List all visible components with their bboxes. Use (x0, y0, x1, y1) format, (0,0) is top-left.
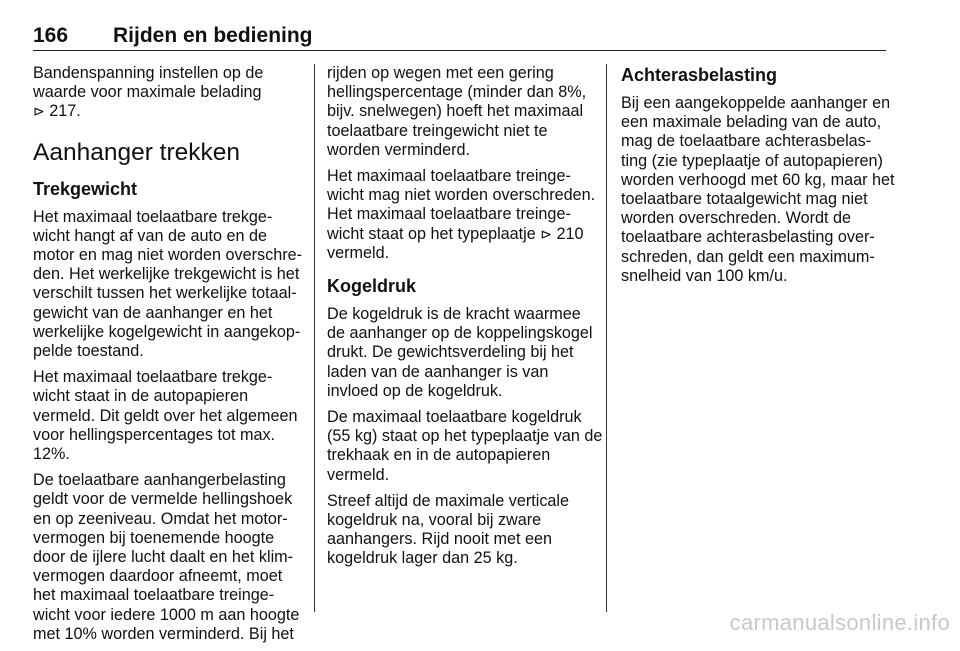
text-line: hellingspercentage (minder dan 8%, (327, 83, 587, 102)
paragraph (327, 64, 597, 160)
text-line: schreden, dan geldt een maximum- (621, 247, 875, 266)
text-line: Bandenspanning instellen op de (33, 64, 264, 82)
watermark: carmanualsonline.info (729, 610, 950, 635)
text-line: waarde voor maximale belading (33, 83, 262, 102)
text-line: voor hellingspercentages tot max. (33, 425, 276, 444)
text-line: laden van de aanhanger is van (327, 362, 549, 381)
column-divider (606, 64, 607, 612)
paragraph (327, 492, 597, 569)
paragraph (33, 471, 305, 644)
text-line: Het maximaal toelaatbare treinge- (327, 167, 571, 186)
arrow-ref-icon: ⊳ (33, 103, 45, 120)
text-line: trekhaak en in de autopapieren (327, 446, 551, 465)
column-2 (327, 64, 603, 576)
text-line: worden verhoogd met 60 kg, maar het (621, 170, 895, 189)
text-line: den. Het werkelijke trekgewicht is het (33, 265, 300, 284)
page-reference-number: 217. (44, 102, 81, 121)
text-line: Bij een aangekoppelde aanhanger en (621, 94, 891, 112)
paragraph (327, 408, 603, 485)
text-line: pelde toestand. (33, 342, 144, 361)
text-line: worden overschreden. Wordt de (621, 209, 852, 228)
text-line: wicht staat in de autopapieren (33, 387, 249, 406)
text-line: drukt. De gewichtsverdeling bij het (327, 343, 574, 362)
text-line: snelheid van 100 km/u. (621, 266, 788, 285)
page-number: 166 (33, 24, 69, 47)
text-line: vermeld. Dit geldt over het algemeen (33, 406, 298, 425)
page-reference[interactable] (540, 225, 583, 243)
text-line: Het maximaal toelaatbare trekge- (33, 368, 273, 387)
text-line: De toelaatbare aanhangerbelasting (33, 471, 286, 490)
text-line: geldt voor de vermelde hellingshoek (33, 490, 293, 509)
text-line: De maximaal toelaatbare kogeldruk (327, 408, 582, 427)
subsection-heading-achterasbelasting: Achterasbelasting (621, 65, 778, 85)
text-line: kogeldruk lager dan 25 kg. (327, 549, 518, 568)
column-3 (621, 64, 893, 293)
text-line: toelaatbare achterasbelasting over- (621, 228, 875, 247)
text-line: toelaatbare totaalgewicht mag niet (621, 190, 868, 209)
text-line: werkelijke kogelgewicht in aangekop- (33, 322, 301, 341)
text-line: De kogeldruk is de kracht waarmee (327, 305, 581, 324)
subsection-heading-trekgewicht: Trekgewicht (33, 178, 138, 199)
text-line: door de ijlere lucht daalt en het klim- (33, 548, 294, 567)
paragraph (621, 94, 893, 286)
text-line: (55 kg) staat op het typeplaatje van de (327, 427, 603, 446)
text-line: het maximaal toelaatbare treinge- (33, 586, 275, 605)
paragraph (33, 208, 305, 362)
text-line: vermogen bij toenemende hoogte (33, 528, 275, 547)
text-line: rijden op wegen met een gering (327, 64, 554, 82)
paragraph (33, 368, 305, 464)
page-header (33, 20, 886, 51)
text-line: toelaatbare treingewicht niet te (327, 121, 548, 140)
chapter-title: Rijden en bediening (113, 24, 313, 47)
text-line: Streef altijd de maximale verticale (327, 491, 570, 510)
text-line: invloed op de kogeldruk. (327, 381, 503, 400)
text-line: wicht voor iedere 1000 m aan hoogte (33, 605, 300, 624)
text-line: de aanhanger op de koppelingskogel (327, 324, 593, 343)
text-line: gewicht van de aanhanger en het (33, 303, 273, 322)
text-fragment: wicht staat op het typeplaatje (327, 224, 541, 243)
column-1 (33, 64, 305, 651)
text-line: Het maximaal toelaatbare trekge- (33, 207, 273, 226)
text-line: een maximale belading van de auto, (621, 113, 882, 132)
text-line: worden verminderd. (327, 140, 471, 159)
paragraph (327, 305, 597, 401)
text-line: ting (zie typeplaatje of autopapieren) (621, 151, 883, 170)
text-line: verschilt tussen het werkelijke totaal- (33, 284, 297, 303)
column-divider (314, 64, 315, 612)
subsection-heading-kogeldruk: Kogeldruk (327, 276, 417, 297)
text-line: aanhangers. Rijd nooit met een (327, 530, 552, 549)
arrow-ref-icon: ⊳ (540, 225, 553, 242)
page-reference[interactable] (33, 102, 305, 121)
text-line: wicht hangt af van de auto en de (33, 226, 267, 245)
text-line: en op zeeniveau. Omdat het motor- (33, 509, 288, 528)
text-line (327, 225, 597, 244)
text-line: bijv. snelwegen) hoeft het maximaal (327, 102, 584, 121)
text-line: 12%. (33, 445, 70, 464)
text-line: kogeldruk na, vooral bij zware (327, 511, 542, 530)
paragraph (327, 167, 597, 263)
intro-paragraph (33, 64, 305, 122)
section-heading: Aanhanger trekken (33, 138, 241, 166)
text-line: vermeld. (327, 243, 390, 262)
text-line: vermogen daardoor afneemt, moet (33, 567, 283, 586)
text-line: vermeld. (327, 465, 390, 484)
page-reference-number: 210 (552, 224, 584, 243)
text-line: Het maximaal toelaatbare treinge- (327, 205, 571, 224)
text-line: met 10% worden verminderd. Bij het (33, 624, 294, 643)
text-line: mag de toelaatbare achterasbelas- (621, 132, 872, 151)
text-line: motor en mag niet worden overschre- (33, 246, 303, 265)
text-line: wicht mag niet worden overschreden. (327, 186, 596, 205)
